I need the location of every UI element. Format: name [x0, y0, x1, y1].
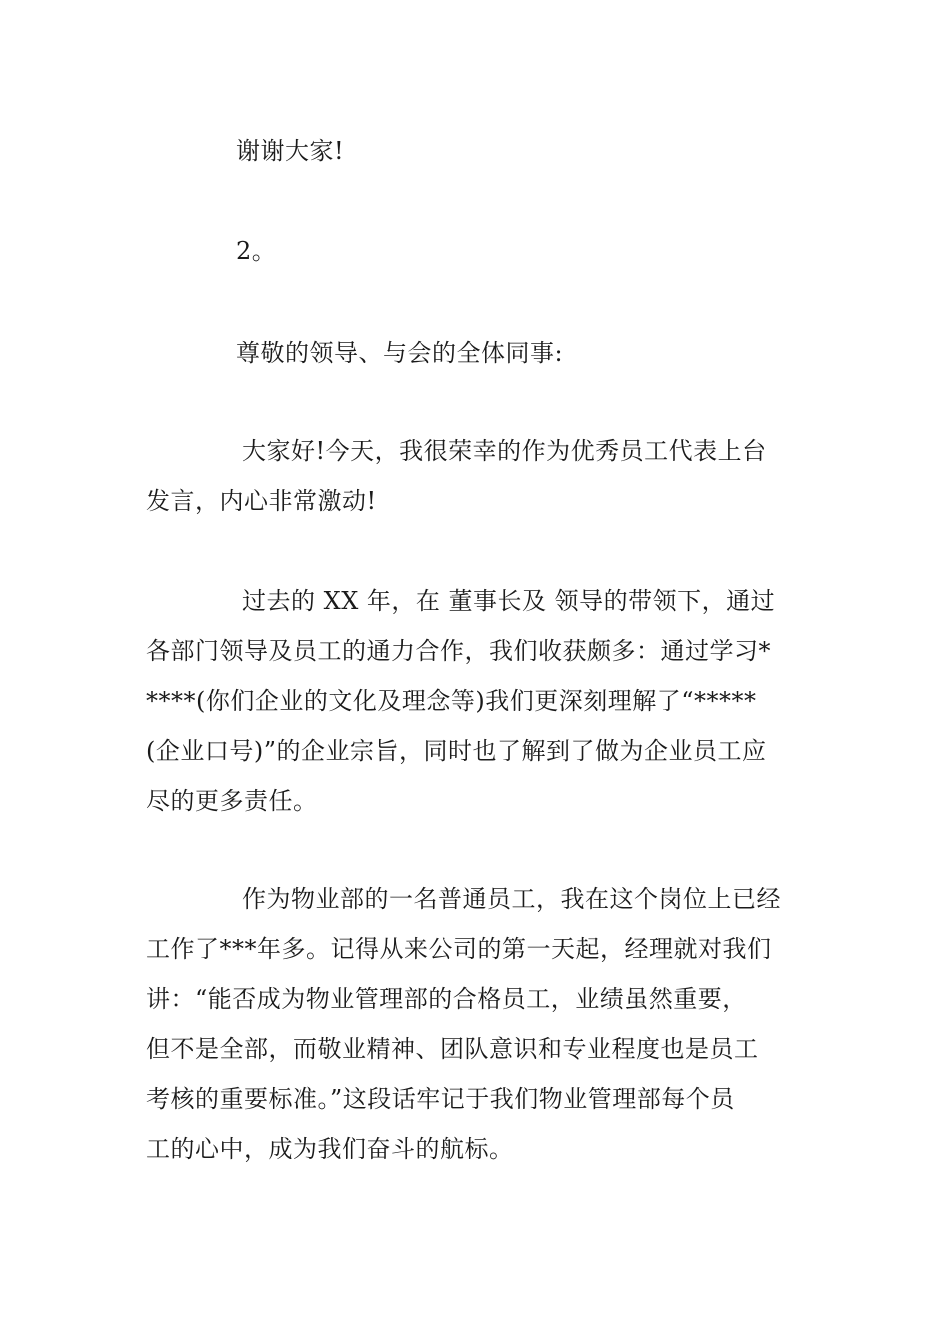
section-number: 2。	[236, 237, 277, 265]
closing-line: 谢谢大家!	[236, 137, 345, 165]
paragraph-line: 发言，内心非常激动!	[146, 487, 377, 515]
paragraph-line: 工的心中，成为我们奋斗的航标。	[146, 1135, 514, 1163]
paragraph-line: 考核的重要标准。”这段话牢记于我们物业管理部每个员	[146, 1085, 735, 1113]
paragraph-line: 工作了***年多。记得从来公司的第一天起，经理就对我们	[146, 935, 772, 963]
paragraph-line: 过去的 XX 年，在 董事长及 领导的带领下，通过	[242, 587, 776, 615]
paragraph-line: 但不是全部，而敬业精神、团队意识和专业程度也是员工	[146, 1035, 759, 1063]
paragraph-line: 作为物业部的一名普通员工，我在这个岗位上已经	[242, 885, 781, 913]
paragraph-line: 各部门领导及员工的通力合作，我们收获颇多：通过学习*	[146, 637, 771, 665]
paragraph-line: 讲：“能否成为物业管理部的合格员工，业绩虽然重要，	[146, 985, 747, 1013]
paragraph-line: ****(你们企业的文化及理念等)我们更深刻理解了“*****	[146, 687, 757, 715]
paragraph-line: 尽的更多责任。	[146, 787, 318, 815]
paragraph-line: (企业口号)”的企业宗旨，同时也了解到了做为企业员工应	[146, 737, 767, 765]
paragraph-line: 大家好!今天，我很荣幸的作为优秀员工代表上台	[242, 437, 767, 465]
salutation: 尊敬的领导、与会的全体同事:	[236, 339, 564, 367]
